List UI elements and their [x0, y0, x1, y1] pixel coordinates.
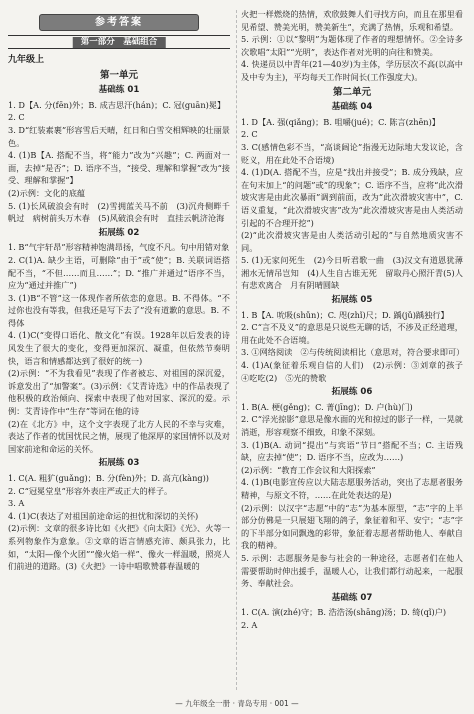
exercise-heading: 拓展练 05: [331, 295, 373, 306]
answer-line: 1. B【A. 吮吸(shǔn)；C. 咫(zhǐ)尺；D. 踽(jǔ)踽独行】: [241, 309, 449, 320]
answer-line: 3. (1)B(A. 动词“提出”与宾语“节日”搭配不当；C. 主语残缺，应去掉“使”；D. 语序不当，应改为……): [241, 439, 463, 463]
answer-line: 5. 示例：志愿服务是参与社会的一种途径，志愿者们在他人需要帮助时伸出援手，温暖人心，让我们都行动起来，一起服务、奉献社会。: [241, 552, 463, 589]
answer-line: 1. C(A. 粗犷(guǎng)；B. 分(fèn)外；D. 高亢(kàng)): [8, 473, 209, 483]
exercise-heading: 基础练 07: [331, 592, 373, 603]
answer-line: 3. D“红装素裹”形容雪后天晴，红日和白雪交相辉映的壮丽景色。: [8, 124, 230, 148]
answer-line: 5. (1)无家问死生 (2)今日听君歌一曲 (3)汉文有道恩犹薄 湘水无情吊岂知 (4)人生自古谁无死 留取丹心照汗青(5)人有悲欢离合 月有阴晴圆缺: [241, 255, 472, 291]
answer-line: 4. (1)D(A. 搭配不当，应是“找出并接受”；B. 成分残缺，应在句末加上“的问题”或“的现象”；C. 语序不当，应将“此次滑坡灾害是由此次暴雨”调到前面，改为“此次滑坡灾害中”，C. 语义重复，“此次滑坡灾害”改为“此次滑坡灾害是由人类活动引起的不合理开挖”): [241, 167, 463, 228]
answer-line: (2)示例：“不为我看见”表现了作者被忘、对祖国的深沉爱，诉意发出了“加警案”。(3)示例：《艾青诗选》中的作品表现了他积极的政治倾向、探索中表现了他对国家、深沉的爱。示例：艾青诗作中“生存”等词在他的诗: [8, 368, 230, 417]
left-column: [8, 8, 230, 573]
answer-line: 4. (1)A(象征着乐观自信的人们) (2)示例：③刘章的孩子 ④吃吃(2) ⑤光的赞歌: [241, 360, 472, 383]
page-banner: 参考答案: [39, 14, 199, 31]
answer-line: 1. B(A. 梗(gěng)；C. 菁(jīng)；D. 户(hù)门): [241, 401, 413, 412]
page-footer: — 九年级全一册 · 青岛专用 · 001 —: [175, 699, 299, 708]
answer-line: (2)“此次滑坡灾害是由人类活动引起的”与自然地质灾害不同。: [241, 230, 463, 253]
answer-line: 1. C(A. 演(zhé)守；B. 浩浩汤(shāng)汤；D. 绮(qǐ)户): [241, 607, 447, 618]
answer-line: 3. A: [8, 498, 25, 509]
answer-line: (2)示例：文化的底蕴: [8, 187, 86, 198]
answer-line: (2)示例：以汉字“志愿”中的“志”为基本原型，“志”字的上半部分仿佛是一只展翅飞翔的鸽子，象征着和平、安宁；“志”字的下半部分如同飘逸的彩带，象征着志愿者帮助他人、奉献自我的精神。: [241, 502, 463, 551]
answer-line: 2. C(1)A. 缺少主语，可删除“由于”或“使”；B. 关联词语搭配不当，“不但……而且……”；D. “推广并通过”语序不当，应为“通过并推广”): [8, 254, 230, 291]
answer-line: 2. C: [8, 112, 25, 123]
column-divider: [236, 10, 237, 690]
answer-line: 火把一样燃烧的热情，欢欣鼓舞人们寻找方向，而且在那里看见希望、赞美光明，赞美新生”，充满了热情，乐观和希望。: [241, 9, 463, 32]
section-bar: [8, 35, 230, 49]
answer-line: 5. (1)长风破浪会有时 (2)雪拥蓝关马不前 (3)沉舟侧畔千帆过 病树前头万木春 (5)风破浪会有时 直挂云帆济沧海: [8, 200, 230, 224]
unit-heading: 第二单元: [332, 86, 371, 98]
grade-heading: 九年级上: [8, 55, 45, 65]
answer-line: (2)示例：“教育工作会议和大阳探索”: [241, 464, 376, 475]
exercise-heading: 拓展练 02: [98, 227, 140, 238]
answer-line: 4. 快递员以中青年(21—40岁)为主体，学历层次不高(以高中及中专为主)，平均每天工作时间长(工作强度大)。: [241, 59, 463, 82]
exercise-heading: 拓展练 06: [331, 387, 373, 398]
right-column: [241, 8, 472, 632]
answer-line: 4. (1)B(电影宣传应以大陆志愿服务活动，突出了志愿者服务精神，与原文不符，……在此处表达的是): [241, 477, 463, 500]
answer-line: (2)示例：文章的很多诗比如《火把》《向太阳》《光》、火等一系列物象作为意象。②文章的语言情感充沛、颇具张力，比如，“太阳—像个火团”“像火焰一样”、像火一样温暖，照亮人们前进的道路。(3)《火把》一诗中唱歌赞暮春温暖的: [8, 523, 230, 572]
answer-line: 5. 示例：①以“黎明”为题体现了作者的理想情怀。②全诗多次歌唱“太阳”“光明”，表达作者对光明的向往和赞美。: [241, 34, 463, 57]
answer-line: 2. C“言不及义”的意思是只说些无聊的话，不涉及正经道理，用在此处不合语境。: [241, 322, 463, 345]
answer-line: 2. C: [241, 129, 258, 140]
answer-line: 3. C(感情色彩不当，“高谈阔论”指漫无边际地大发议论，含贬义，用在此处不合语境): [241, 141, 463, 165]
answer-line: (2)在《北方》中，这个文字表现了北方人民的不幸与灾难，表达了作者的忧国忧民之情，展现了他深厚的家国情怀以及对国家前途和命运的关怀。: [8, 418, 230, 454]
answer-line: 4. (1)C(表达了对祖国前途命运的担忧和深切的关怀): [8, 510, 199, 521]
answer-line: 1. D【A. 强(qiǎng)；B. 咀嚼(jué)；C. 陈言(zhēn)】: [241, 116, 440, 127]
answer-line: 1. D【A. 分(fēn)外；B. 成吉思汗(hán)；C. 冠(guān)冕】: [8, 99, 226, 110]
exercise-heading: 基础练 01: [98, 85, 140, 96]
answer-line: 3. ①网络阅读 ②与传统阅读相比（意思对，符合要求即可）: [241, 347, 465, 358]
exercise-heading: 拓展练 03: [98, 458, 140, 469]
answer-line: 2. A: [241, 619, 258, 630]
answer-line: 2. C“浮光掠影”意思是像水面的光和掠过的影子一样，一晃就消逝，形容观察不细致，印象不深刻。: [241, 414, 463, 437]
unit-heading: 第一单元: [99, 69, 138, 81]
section-title: 第一部分 基础组合: [73, 37, 166, 48]
answer-line: 3. (1)B“不管”这一体现作者所依恋的意思。B. 不得体。“不过你也没有等我，但我还是写下去了”没有道歉的意思。B. 不得体: [8, 292, 230, 328]
answer-line: 1. B“气宇轩昂”形容精神饱满昂扬，气度不凡。句中用错对象: [8, 242, 230, 253]
exercise-heading: 基础练 04: [331, 102, 373, 113]
answer-line: 4. (1)C(“变得口语化、散文化”有误。1928年以后发表的诗风发生了很大的变化，变得更加深沉、凝重，但依然节奏明快，语言和情感都达到了很好的统一): [8, 330, 230, 366]
answer-line: 2. C“冠冕堂皇”形容外表庄严或正大的样子。: [8, 485, 173, 496]
answer-line: 4. (1)B【A. 搭配不当，将“能力”改为“兴趣”；C. 两面对一面，去掉“是否”；D. 语序不当，“接受、理解和掌握”改为“接受、理解和掌握”】: [8, 150, 230, 186]
